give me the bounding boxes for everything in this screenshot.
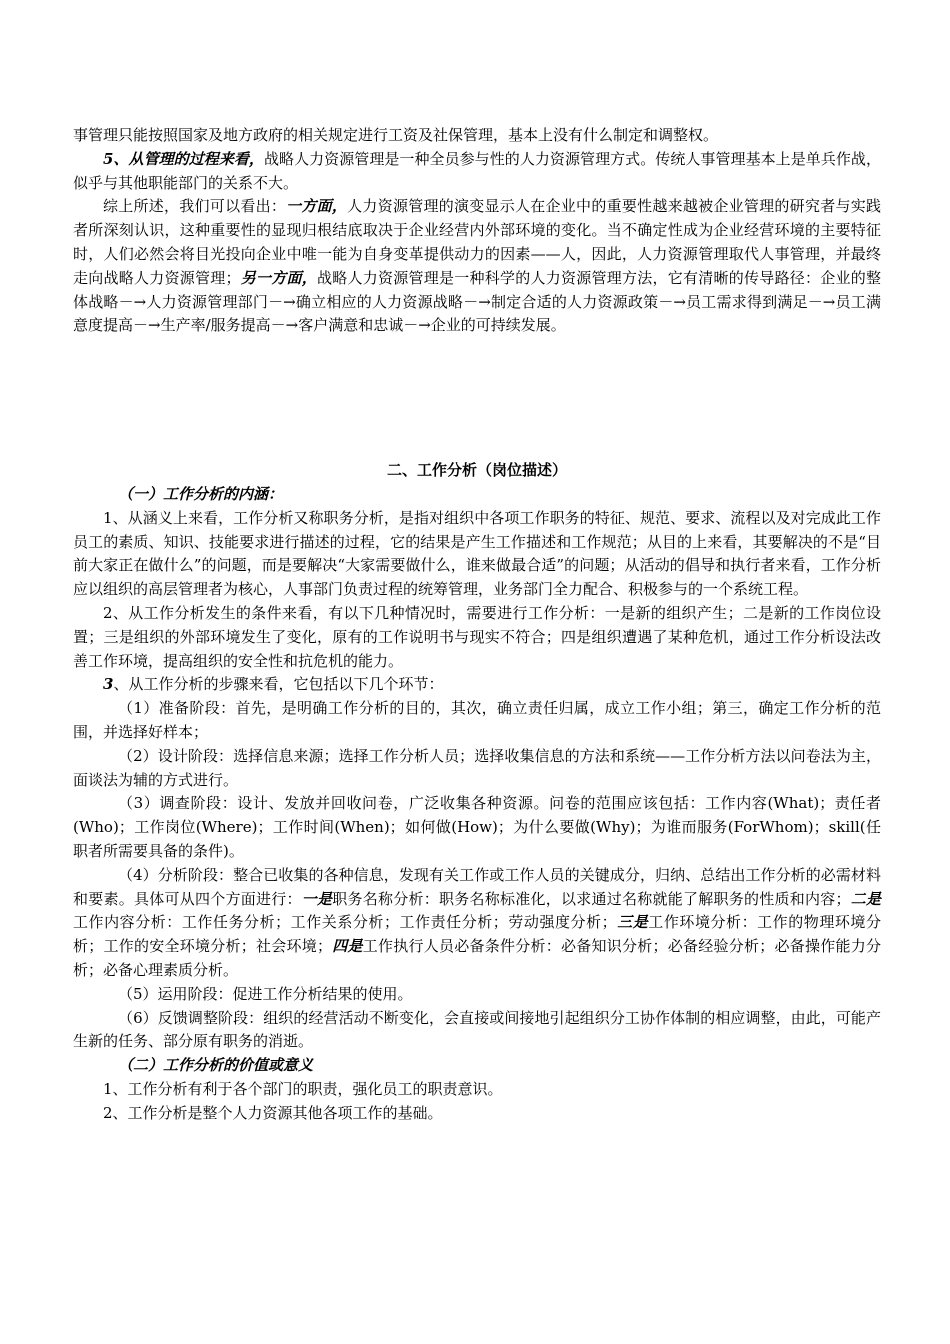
- emphasis-lead: 5、从管理的过程来看，: [103, 149, 264, 168]
- paragraph-text: 工作执行人员必备条件分析：必备知识分析；必备经验分析；必备操作能力分析；必备心理素质分析。: [73, 937, 881, 979]
- step-2: （2）设计阶段：选择信息来源；选择工作分析人员；选择收集信息的方法和系统——工作分析方法以问卷法为主，面谈法为辅的方式进行。: [73, 746, 881, 789]
- paragraph-item-3: [73, 673, 881, 697]
- paragraph-text: 综上所述，我们可以看出：: [103, 197, 287, 216]
- paragraph-item-1: 1、从涵义上来看，工作分析又称职务分析，是指对组织中各项工作职务的特征、规范、要求、流程以及对完成此工作员工的素质、知识、技能要求进行描述的过程，它的结果是产生工作描述和工作规范；从目的上来看，其要解决的不是“目前大家正在做什么”的问题，而是要解决“大家需要做什么，谁来做最合适”的问题；从活动的倡导和执行者来看，工作分析应以组织的高层管理者为核心，人事部门负责过程的统筹管理，业务部门全力配合、积极参与的一个系统工程。: [73, 508, 881, 599]
- paragraph-summary: [73, 195, 881, 338]
- emphasis-fourth: 四是: [332, 937, 363, 956]
- emphasis-third: 三是: [616, 913, 649, 932]
- step-6: （6）反馈调整阶段：组织的经营活动不断变化，会直接或间接地引起组织分工协作体制的相应调整，由此，可能产生新的任务、部分原有职务的消逝。: [73, 1008, 881, 1051]
- paragraph-text: 战略人力资源管理是一种全员参与性的人力资源管理方式。传统人事管理基本上是单兵作战，似乎与其他职能部门的关系不大。: [73, 149, 881, 192]
- paragraph-continuation: 事管理只能按照国家及地方政府的相关规定进行工资及社保管理，基本上没有什么制定和调整权。: [73, 126, 719, 144]
- value-item-1: 1、工作分析有利于各个部门的职责，强化员工的职责意识。: [103, 1079, 503, 1098]
- paragraph-text: 战略人力资源管理是一种科学的人力资源管理方法，它有清晰的传导路径：企业的整体战略－→人力资源管理部门－→确立相应的人力资源战略－→制定合适的人力资源政策－→员工需求得到满足－→员工满意度提高－→生产率/服务提高－→客户满意和忠诚－→企业的可持续发展。: [73, 268, 881, 335]
- paragraph-text: 工作内容分析：工作任务分析；工作关系分析；工作责任分析；劳动强度分析；: [73, 913, 617, 932]
- paragraph-text: （4）分析阶段：整合已收集的各种信息，发现有关工作或工作人员的关键成分，归纳、总结出工作分析的必需材料和要素。具体可从四个方面进行：: [73, 865, 881, 908]
- step-5: （5）运用阶段：促进工作分析结果的使用。: [118, 984, 413, 1003]
- paragraph-text: 、从工作分析的步骤来看，它包括以下几个环节：: [113, 675, 444, 694]
- document-page: [73, 124, 881, 1125]
- paragraph-item-2: 2、从工作分析发生的条件来看，有以下几种情况时，需要进行工作分析：一是新的组织产生；二是新的工作岗位设置；三是组织的外部环境发生了变化，原有的工作说明书与现实不符合；四是组织遭遇了某种危机，通过工作分析设法改善工作环境，提高组织的安全性和抗危机的能力。: [73, 603, 881, 670]
- section-gap: [73, 338, 881, 459]
- step-4: [73, 864, 881, 983]
- step-3: （3）调查阶段：设计、发放并回收问卷，广泛收集各种资源。问卷的范围应该包括：工作内容(What)；责任者(Who)；工作岗位(Where)；工作时间(When)；如何做(How)；为什么要做(Why)；为谁而服务(ForWhom)；skill(任职者所需要具备的条件)。: [73, 794, 881, 860]
- item-number: 3: [103, 675, 114, 694]
- section-heading: 二、工作分析（岗位描述）: [386, 461, 567, 480]
- step-1: （1）准备阶段：首先，是明确工作分析的目的，其次，确立责任归属，成立工作小组；第三，确定工作分析的范围，并选择好样本；: [73, 699, 881, 741]
- value-item-2: 2、工作分析是整个人力资源其他各项工作的基础。: [103, 1103, 443, 1122]
- subsection-heading-2: （二）工作分析的价值或意义: [118, 1056, 314, 1075]
- emphasis-second: 二是: [850, 889, 881, 908]
- paragraph-text: 工作环境分析：工作的物理环境分析；工作的安全环境分析；社会环境；: [73, 913, 881, 956]
- paragraph-point-5: [73, 148, 881, 196]
- paragraph-text: 人力资源管理的演变显示人在企业中的重要性越来越被企业管理的研究者与实践者所深刻认识，这种重要性的显现归根结底取决于企业经营内外部环境的变化。当不确定性成为企业经营环境的主要特征时，人们必然会将目光投向企业中唯一能为自身变革提供动力的因素——人，因此，人力资源管理取代人事管理，并最终走向战略人力资源管理；: [73, 197, 881, 287]
- emphasis-on-one-hand: 一方面，: [286, 197, 348, 216]
- paragraph-text: 职务名称分析：职务名称标准化，以求通过名称就能了解职务的性质和内容；: [332, 889, 851, 908]
- subsection-heading-1: （一）工作分析的内涵：: [118, 484, 284, 503]
- emphasis-on-other-hand: 另一方面，: [240, 268, 317, 287]
- emphasis-first: 一是: [301, 889, 333, 908]
